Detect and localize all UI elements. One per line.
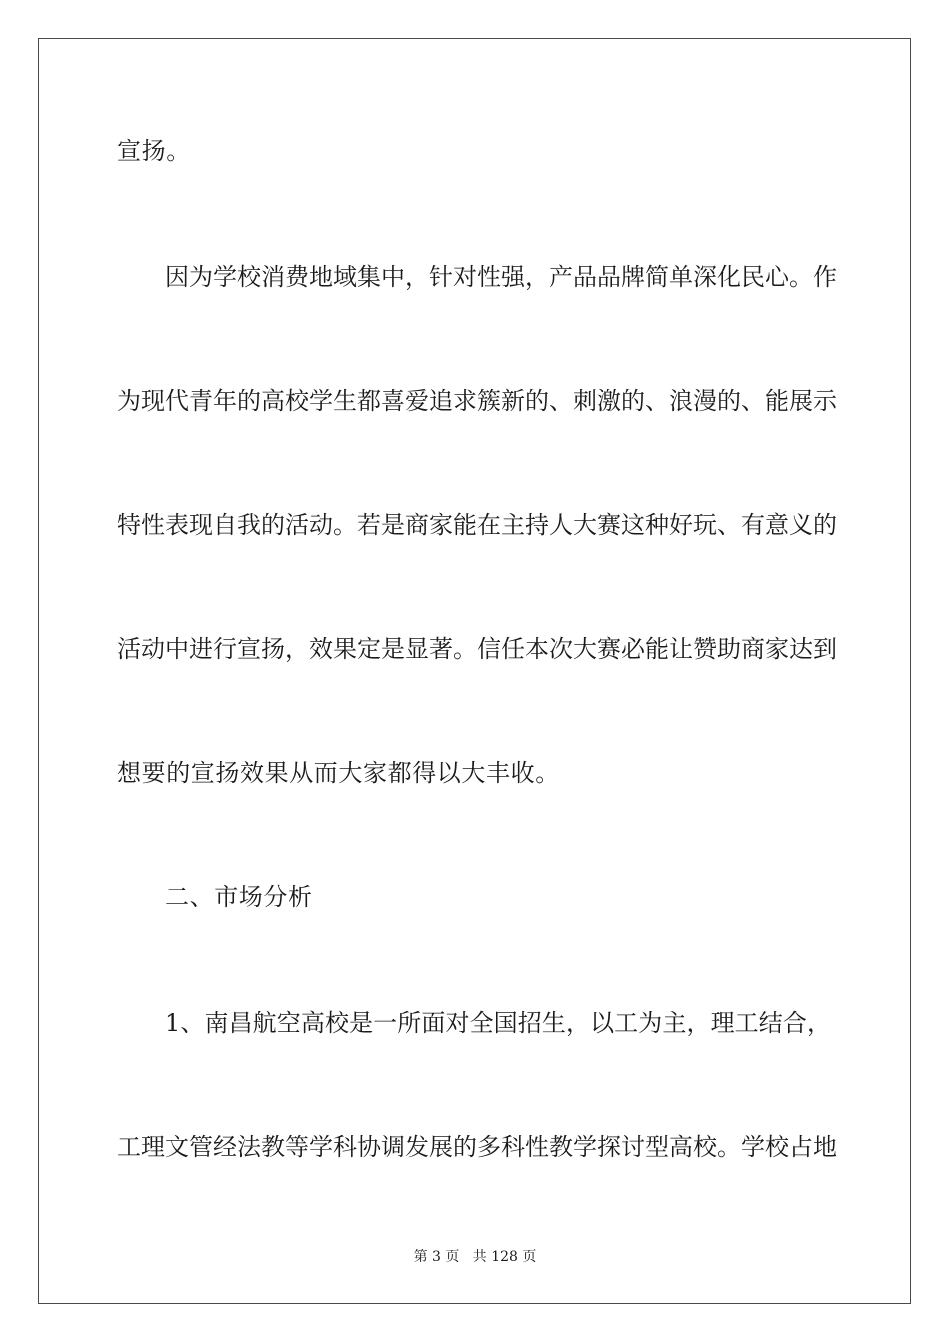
paragraph-line: 活动中进行宣扬，效果定是显著。信任本次大赛必能让赞助商家达到 (117, 635, 837, 663)
text-line: 宣扬。 (117, 137, 191, 165)
paragraph-line: 1、南昌航空高校是一所面对全国招生，以工为主，理工结合， (165, 1009, 831, 1037)
paragraph-line: 工理文管经法教等学科协调发展的多科性教学探讨型高校。学校占地 (117, 1133, 837, 1161)
paragraph-line: 为现代青年的高校学生都喜爱追求簇新的、刺激的、浪漫的、能展示 (117, 387, 837, 415)
paragraph-line: 因为学校消费地域集中，针对性强，产品品牌简单深化民心。作 (165, 263, 837, 291)
section-heading: 二、市场分析 (165, 883, 313, 911)
page-border (38, 38, 911, 1304)
paragraph-line: 想要的宣扬效果从而大家都得以大丰收。 (117, 759, 560, 787)
paragraph-line: 特性表现自我的活动。若是商家能在主持人大赛这种好玩、有意义的 (117, 511, 837, 539)
page-number-footer: 第 3 页 共 128 页 (413, 1249, 537, 1265)
